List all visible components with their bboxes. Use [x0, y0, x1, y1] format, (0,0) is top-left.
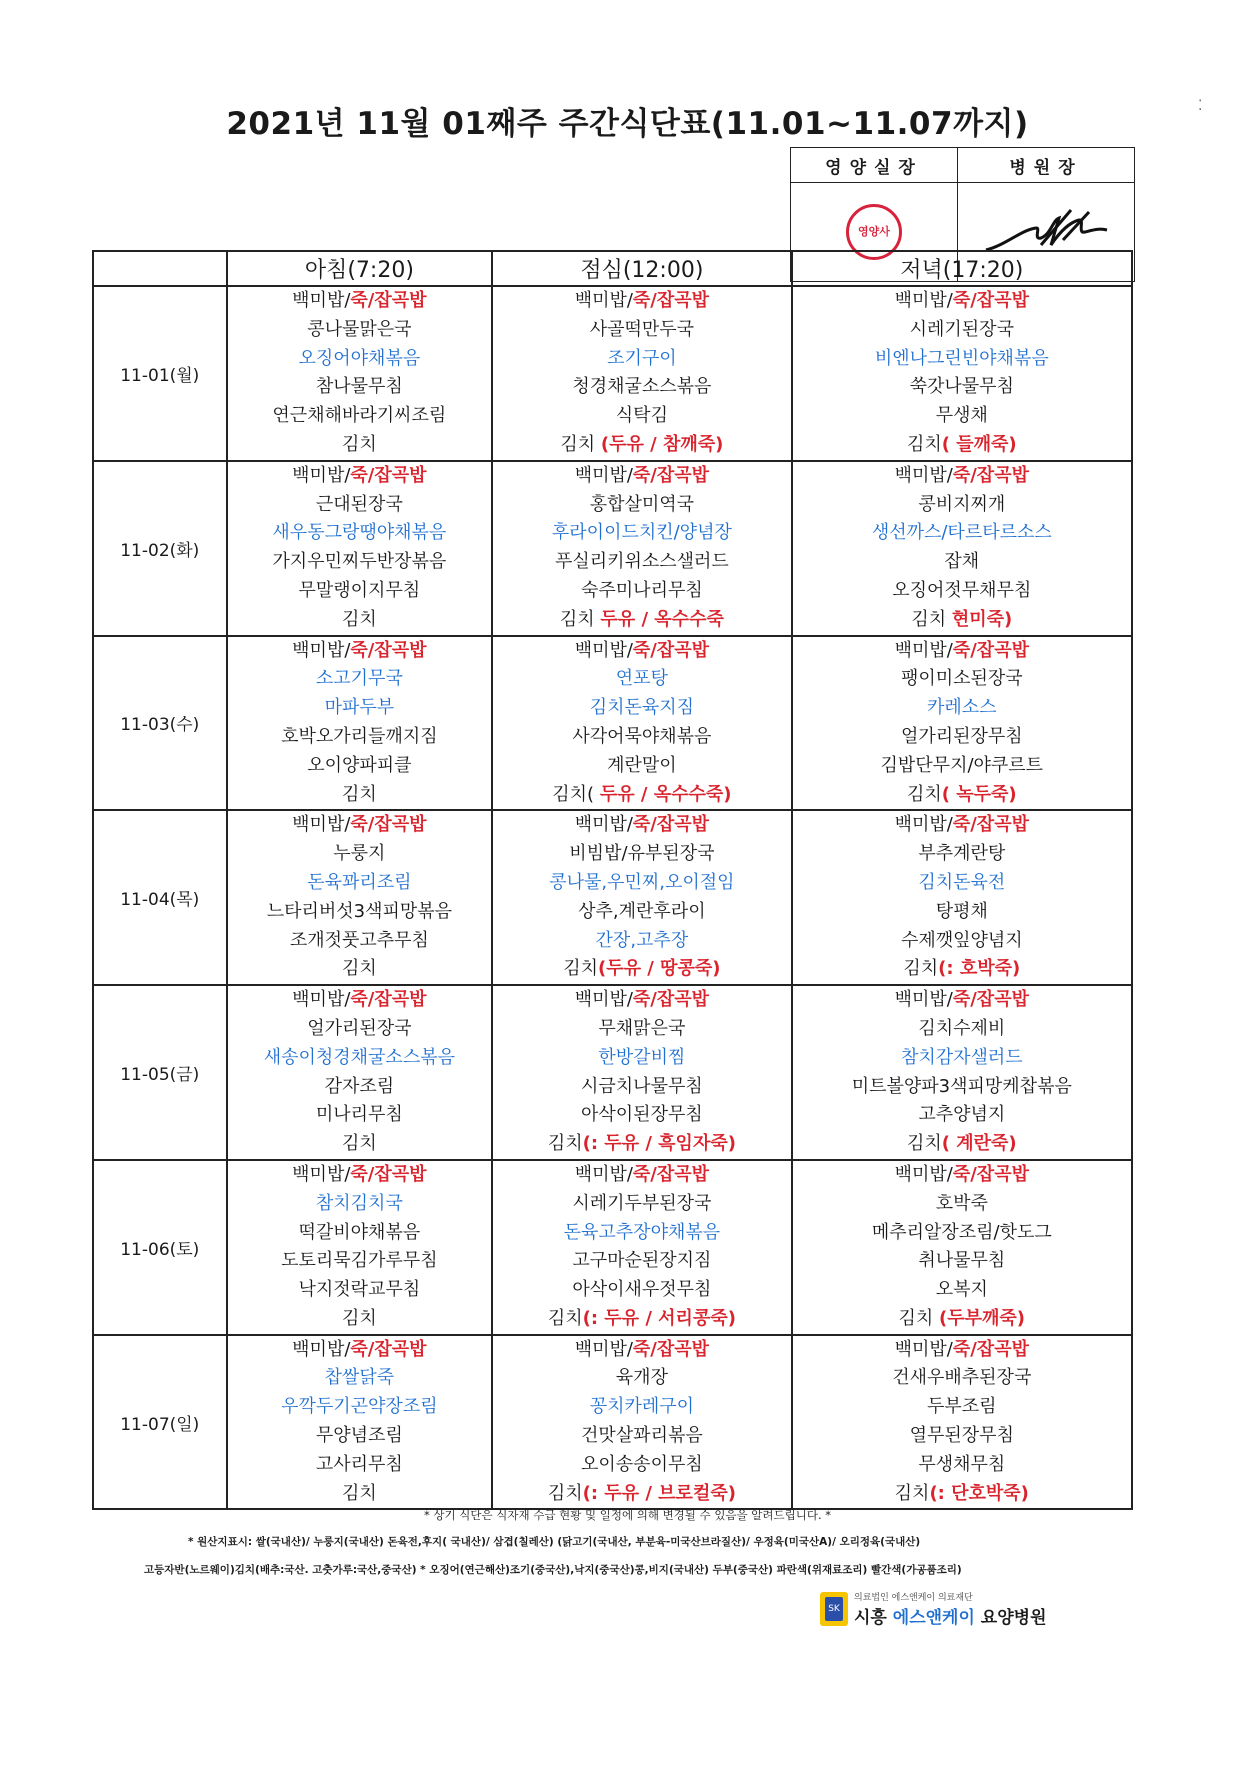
corner-mark: ⁚	[1198, 98, 1203, 114]
dinner-cell	[792, 1160, 1132, 1335]
menu-item: 백미밥/죽/잡곡밥	[894, 1163, 1029, 1185]
menu-item: 찹쌀닭죽	[324, 1367, 395, 1389]
lunch-cell	[492, 810, 791, 985]
menu-item: 무채맑은국	[598, 1017, 686, 1039]
dinner-cell	[792, 810, 1132, 985]
menu-item: 백미밥/죽/잡곡밥	[894, 989, 1029, 1011]
menu-item: 무생채	[935, 405, 988, 427]
dinner-cell	[792, 286, 1132, 461]
dinner-cell	[792, 985, 1132, 1160]
menu-item: 호박죽	[935, 1192, 988, 1214]
menu-item: 김치( 녹두죽)	[906, 783, 1017, 805]
menu-item: 떡갈비야채볶음	[298, 1221, 421, 1243]
menu-item: 두부조림	[927, 1396, 997, 1418]
menu-item: 꽁치카레구이	[589, 1396, 695, 1418]
day-date: 11-01(월)	[93, 286, 227, 461]
day-date: 11-04(목)	[93, 810, 227, 985]
menu-item: 미트볼양파3색피망케찹볶음	[851, 1075, 1072, 1097]
menu-item: 건새우배추된장국	[892, 1367, 1032, 1389]
menu-item: 백미밥/죽/잡곡밥	[574, 1338, 710, 1360]
menu-item: 김치( 들깨죽)	[906, 433, 1017, 455]
menu-item: 사각어묵야채볶음	[572, 725, 712, 747]
lunch-cell	[492, 636, 791, 811]
menu-item: 얼가리된장국	[307, 1017, 412, 1039]
menu-item: 김치( 계란죽)	[906, 1133, 1017, 1155]
menu-item: 감자조림	[324, 1075, 395, 1097]
day-date: 11-07(일)	[93, 1335, 227, 1510]
menu-item: 참치김치국	[315, 1192, 403, 1214]
breakfast-cell	[227, 1160, 493, 1335]
menu-item: 백미밥/죽/잡곡밥	[894, 639, 1029, 661]
menu-item: 김치	[341, 1133, 377, 1155]
approval-director-label: 병원장	[958, 148, 1135, 183]
menu-item: 아삭이새우젓무침	[572, 1279, 712, 1301]
menu-item: 콩비지찌개	[918, 493, 1006, 515]
logo-icon: SK	[820, 1592, 848, 1626]
menu-item: 무생채무침	[918, 1453, 1006, 1475]
menu-item: 도토리묵김가루무침	[281, 1250, 438, 1272]
dinner-cell	[792, 1335, 1132, 1510]
menu-item: 잡채	[944, 551, 980, 573]
menu-item: 오징어젓무채무침	[892, 579, 1032, 601]
breakfast-cell	[227, 286, 493, 461]
menu-item: 오복지	[935, 1279, 988, 1301]
menu-item: 백미밥/죽/잡곡밥	[894, 290, 1029, 311]
menu-item: 오징어야채볶음	[298, 347, 421, 369]
menu-item: 백미밥/죽/잡곡밥	[574, 290, 710, 311]
menu-item: 김치돈육지짐	[589, 697, 695, 719]
breakfast-cell	[227, 461, 493, 636]
menu-item: 고구마순된장지짐	[572, 1250, 712, 1272]
header-row	[93, 251, 1132, 286]
header-breakfast: 아침(7:20)	[227, 251, 493, 286]
menu-item: 김치(: 두유 / 흑임자죽)	[547, 1133, 736, 1155]
menu-item: 백미밥/죽/잡곡밥	[292, 290, 427, 311]
menu-item: 우깍두기곤약장조림	[281, 1396, 438, 1418]
menu-item: 김치수제비	[918, 1017, 1006, 1039]
menu-item: 백미밥/죽/잡곡밥	[292, 814, 427, 836]
menu-item: 무말랭이지무침	[298, 579, 421, 601]
menu-item: 돈육꽈리조림	[307, 871, 412, 893]
menu-item: 김치 두유 / 옥수수죽	[559, 608, 724, 630]
menu-item: 김치(: 호박죽)	[903, 958, 1021, 980]
menu-item: 백미밥/죽/잡곡밥	[894, 1338, 1029, 1360]
breakfast-cell	[227, 985, 493, 1160]
notice-text: * 상기 식단은 식자재 수급 현황 및 일정에 의해 변경될 수 있음을 알려드립니다. *	[423, 1508, 832, 1522]
breakfast-cell	[227, 636, 493, 811]
menu-item: 김밥단무지/야쿠르트	[880, 754, 1044, 776]
menu-item: 백미밥/죽/잡곡밥	[574, 814, 710, 836]
menu-item: 사골떡만두국	[589, 318, 695, 340]
header-date	[93, 251, 227, 286]
menu-item: 수제깻잎양념지	[900, 929, 1023, 951]
menu-item: 백미밥/죽/잡곡밥	[574, 639, 710, 661]
menu-item: 식탁김	[615, 405, 668, 427]
menu-item: 연포탕	[615, 668, 668, 690]
menu-item: 돈육고추장야채볶음	[563, 1221, 721, 1243]
menu-item: 간장,고추장	[595, 929, 689, 951]
menu-item: 조개젓풋고추무침	[289, 929, 429, 951]
logo-name: 시흥 에스앤케이 요양병원	[854, 1608, 1047, 1628]
menu-item: 호박오가리들깨지짐	[281, 725, 438, 747]
menu-item: 취나물무침	[918, 1250, 1006, 1272]
menu-item: 김치(: 두유 / 서리콩죽)	[547, 1307, 736, 1329]
menu-item: 상추,계란후라이	[578, 900, 706, 922]
menu-item: 시금치나물무침	[581, 1075, 703, 1097]
menu-item: 누룽지	[333, 843, 386, 865]
menu-item: 콩나물,우민찌,오이절임	[549, 871, 735, 893]
day-date: 11-06(토)	[93, 1160, 227, 1335]
hospital-logo	[820, 1590, 1047, 1628]
dinner-cell	[792, 636, 1132, 811]
menu-item: 부추계란탕	[918, 843, 1006, 865]
day-row	[93, 461, 1132, 636]
day-date: 11-03(수)	[93, 636, 227, 811]
origin-line-2: 고등자반(노르웨이)김치(배추:국산. 고춧가루:국산,중국산) * 오징어(연근해산)조기(중국산),낙지(중국산)콩,비지(국내산) 두부(중국산) 파란색(위재료조리) 빨간색(가공품조리)	[144, 1564, 962, 1576]
menu-item: 김치(: 두유 / 브로컬죽)	[547, 1482, 736, 1504]
menu-item: 김치	[341, 1482, 377, 1504]
menu-item: 후라이이드치킨/양념장	[551, 522, 732, 544]
lunch-cell	[492, 1335, 791, 1510]
menu-item: 백미밥/죽/잡곡밥	[292, 1163, 427, 1185]
menu-item: 비엔나그린빈야채볶음	[874, 347, 1049, 369]
menu-item: 콩나물맑은국	[307, 318, 412, 340]
menu-item: 김치돈육전	[918, 871, 1006, 893]
menu-item: 새우동그랑땡야채볶음	[272, 522, 447, 544]
menu-item: 김치	[341, 958, 377, 980]
day-date: 11-05(금)	[93, 985, 227, 1160]
day-row	[93, 286, 1132, 461]
header-dinner: 저녁(17:20)	[792, 251, 1132, 286]
lunch-cell	[492, 461, 791, 636]
menu-item: 김치	[341, 608, 377, 630]
menu-item: 참치감자샐러드	[900, 1046, 1023, 1068]
menu-item: 육개장	[615, 1367, 668, 1389]
menu-item: 청경채굴소스볶음	[572, 376, 712, 398]
menu-item: 탕평채	[935, 900, 988, 922]
menu-item: 김치 (두부깨죽)	[898, 1307, 1026, 1329]
menu-item: 백미밥/죽/잡곡밥	[574, 989, 710, 1011]
menu-item: 김치( 두유 / 옥수수죽)	[552, 783, 732, 805]
menu-item: 김치(두유 / 땅콩죽)	[563, 958, 721, 980]
menu-item: 참나물무침	[315, 376, 403, 398]
menu-item: 생선까스/타르타르소스	[871, 522, 1052, 544]
menu-item: 근대된장국	[315, 493, 403, 515]
day-date: 11-02(화)	[93, 461, 227, 636]
menu-item: 쑥갓나물무침	[909, 376, 1014, 398]
menu-item: 백미밥/죽/잡곡밥	[292, 464, 427, 486]
day-row	[93, 985, 1132, 1160]
menu-item: 열무된장무침	[909, 1425, 1014, 1447]
lunch-cell	[492, 286, 791, 461]
menu-item: 조기구이	[607, 347, 677, 369]
approval-nutrition-label: 영양실장	[791, 148, 958, 183]
page-title: 2021년 11월 01째주 주간식단표(11.01~11.07까지)	[226, 106, 1029, 142]
menu-item: 백미밥/죽/잡곡밥	[574, 464, 710, 486]
menu-item: 건맛살꽈리볶음	[581, 1425, 703, 1447]
day-row	[93, 636, 1132, 811]
lunch-cell	[492, 985, 791, 1160]
menu-item: 김치 현미죽)	[911, 608, 1013, 630]
menu-item: 백미밥/죽/잡곡밥	[894, 814, 1029, 836]
header-lunch: 점심(12:00)	[492, 251, 791, 286]
menu-item: 김치(: 단호박죽)	[894, 1482, 1029, 1504]
menu-item: 마파두부	[324, 697, 395, 719]
menu-item: 백미밥/죽/잡곡밥	[574, 1163, 710, 1185]
menu-item: 홍합살미역국	[589, 493, 695, 515]
lunch-cell	[492, 1160, 791, 1335]
menu-item: 얼가리된장무침	[900, 725, 1023, 747]
menu-item: 새송이청경채굴소스볶음	[263, 1046, 455, 1068]
menu-item: 메추리알장조림/핫도그	[871, 1221, 1052, 1243]
menu-item: 오이송송이무침	[581, 1453, 703, 1475]
menu-item: 푸실리키위소스샐러드	[554, 551, 729, 573]
menu-item: 가지우민찌두반장볶음	[272, 551, 447, 573]
logo-subtitle: 의료법인 에스앤케이 의료재단	[854, 1593, 973, 1603]
menu-item: 낙지젓락교무침	[298, 1279, 421, 1301]
menu-item: 고사리무침	[315, 1453, 403, 1475]
menu-item: 김치	[341, 1307, 377, 1329]
menu-item: 소고기무국	[315, 668, 403, 690]
day-row	[93, 1335, 1132, 1510]
menu-item: 숙주미나리무침	[581, 579, 703, 601]
day-row	[93, 1160, 1132, 1335]
menu-item: 비빔밥/유부된장국	[569, 843, 715, 865]
menu-item: 백미밥/죽/잡곡밥	[894, 464, 1029, 486]
menu-item: 무양념조림	[315, 1425, 403, 1447]
menu-item: 느타리버섯3색피망볶음	[266, 900, 453, 922]
menu-item: 백미밥/죽/잡곡밥	[292, 639, 427, 661]
weekly-menu-table	[92, 250, 1133, 1510]
menu-item: 계란말이	[607, 754, 677, 776]
menu-item: 오이양파피클	[307, 754, 412, 776]
menu-item: 백미밥/죽/잡곡밥	[292, 989, 427, 1011]
menu-item: 백미밥/죽/잡곡밥	[292, 1338, 427, 1360]
menu-item: 아삭이된장무침	[581, 1104, 703, 1126]
menu-item: 시레기된장국	[909, 318, 1014, 340]
menu-item: 팽이미소된장국	[900, 668, 1023, 690]
menu-item: 시레기두부된장국	[572, 1192, 712, 1214]
seal-icon: 영양사	[846, 204, 902, 260]
menu-item: 김치	[341, 783, 377, 805]
day-row	[93, 810, 1132, 985]
menu-item: 연근채해바라기씨조림	[272, 405, 447, 427]
dinner-cell	[792, 461, 1132, 636]
menu-item: 김치	[341, 433, 377, 455]
menu-item: 카레소스	[927, 697, 997, 719]
menu-item: 한방갈비찜	[598, 1046, 686, 1068]
menu-item: 고추양념지	[918, 1104, 1006, 1126]
origin-line-1: * 원산지표시: 쌀(국내산)/ 누룽지(국내산) 돈육전,후지( 국내산)/ 삼겹(칠레산) (닭고기(국내산, 부분육-미국산브라질산)/ 우정육(미국산A)/ 오리정육(국내산)	[188, 1536, 921, 1548]
breakfast-cell	[227, 1335, 493, 1510]
menu-item: 김치 (두유 / 참깨죽)	[560, 433, 724, 455]
menu-item: 미나리무침	[315, 1104, 403, 1126]
breakfast-cell	[227, 810, 493, 985]
